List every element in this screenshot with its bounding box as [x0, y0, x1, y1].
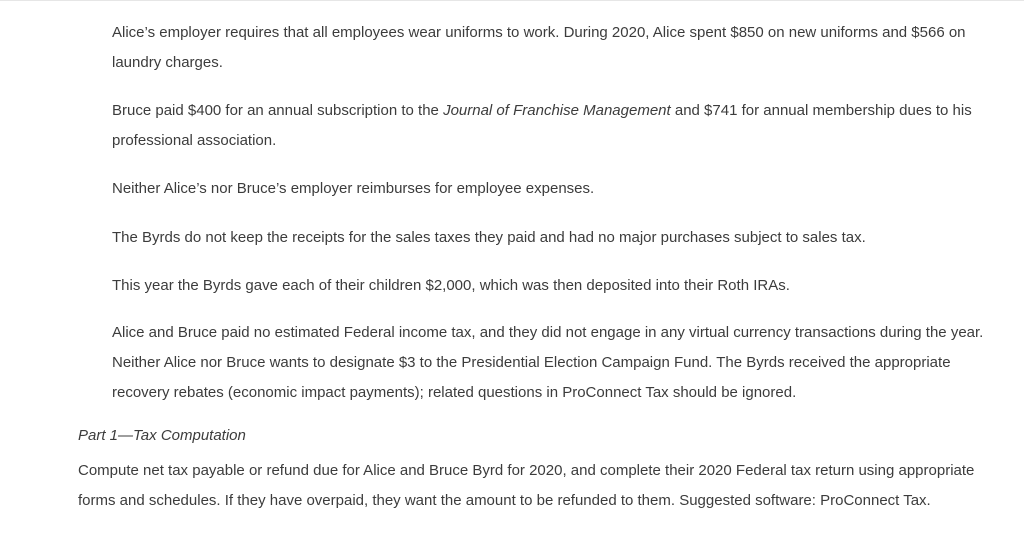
part1-heading: Part 1—Tax Computation — [78, 427, 246, 444]
part1-instructions: Compute net tax payable or refund due for Alice and Bruce Byrd for 2020, and complete their 2020 Federal tax return using appropriate forms and schedules. If they have overpaid, they want the amount to be refunded to them. Suggested software: ProConnect Tax. — [78, 462, 975, 509]
subscription-text-before: Bruce paid $400 for an annual subscription to the — [112, 102, 444, 119]
paragraph-sales-tax: The Byrds do not keep the receipts for the sales taxes they paid and had no major purchases subject to sales tax. — [112, 229, 866, 246]
paragraph-gifts: This year the Byrds gave each of their children $2,000, which was then deposited into their Roth IRAs. — [112, 277, 790, 294]
top-divider — [0, 0, 1024, 1]
paragraph-subscription — [112, 96, 992, 156]
subscription-text-after: and $741 for annual membership dues to his professional association. — [112, 102, 972, 149]
paragraph-reimbursement: Neither Alice’s nor Bruce’s employer reimburses for employee expenses. — [112, 180, 595, 197]
paragraph-estimated-tax: Alice and Bruce paid no estimated Federal income tax, and they did not engage in any virtual currency transactions during the year. Neither Alice nor Bruce wants to designate $3 to the Presidential Election Campaign Fund. The Byrds received the appropriate recovery rebates (economic impact payments); related questions in ProConnect Tax should be ignored. — [112, 324, 984, 401]
paragraph-uniforms: Alice’s employer requires that all employees wear uniforms to work. During 2020, Alice spent $850 on new uniforms and $566 on laundry charges. — [112, 24, 966, 71]
journal-title: Journal of Franchise Management — [443, 102, 671, 119]
